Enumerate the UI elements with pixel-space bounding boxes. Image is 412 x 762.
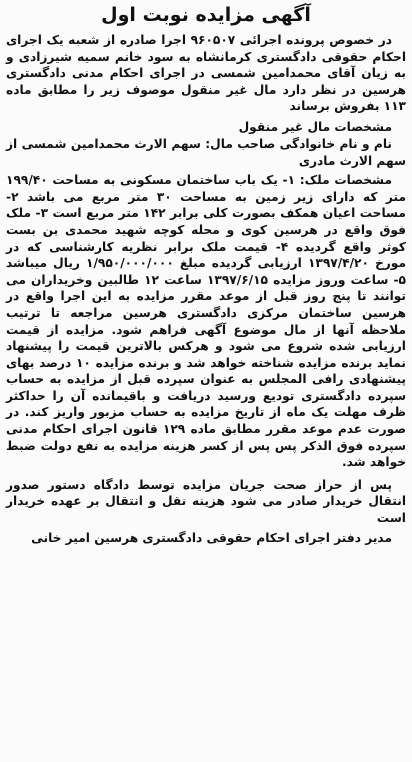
property-heading: مشخصات مال غیر منقول [238,119,392,134]
notice-intro: در خصوص پرونده اجرائی ۹۶۰۵۰۷ اجرا صادره از شعبه یک اجرای احکام حقوقی دادگستری کرمانشاه به سود خانم سمیه شیرزادی و به زیان آقای محمدامین شمسی در اجرای احکام مدنی دادگستری هرسین در نظر دارد مال غیر منقول موصوف زیر را مطابق ماده ۱۱۳ بفروش برساند [6,33,406,114]
owner-line: نام و نام خانوادگی صاحب مال: سهم الارث محمدامین شمسی از سهم الارث مادری [6,136,406,168]
signature-line: مدیر دفتر اجرای احکام حقوقی دادگستری هرسین امیر خانی [31,530,392,545]
closing-paragraph: پس از حراز صحت جریان مزایده توسط دادگاه دستور صدور انتقال خریدار صادر می شود هزینه نقل و انتقال بر عهده خریدار است [6,477,406,526]
property-details: مشخصات ملک: ۱- یک باب ساختمان مسکونی به مساحت ۱۹۹/۴۰ متر که دارای زیر زمین به مساحت ۳۰ متر مربع می باشد ۲- مساحت اعیان همکف بصورت کلی برابر ۱۴۲ متر مربع است ۳- ملک فوق واقع در هرسین کوی و محله کوچه شهید محمدی بن بست کوثر واقع گردیده ۴- قیمت ملک برابر نظریه کارشناسی که در مورخ ۱۳۹۷/۴/۲۰ ارزیابی گردیده مبلغ ۱/۹۵۰/۰۰۰/۰۰۰ ریال میباشد ۵- ساعت وروز مزایده ۱۳۹۷/۶/۱۵ ساعت ۱۲ طالبین وخریداران می توانند تا پنج روز قبل از موعد مقرر مزایده به این اجرا واقع در هرسین ساختمان مرکزی دادگستری هرسین مراجعه تا ترتیب ملاحظه آنها از مال موضوع آگهی فراهم شود. مزایده از قیمت ارزیابی شده شروع می شود و هرکس بالاترین قیمت را پیشنهاد نماید برنده مزایده شناخته خواهد شد و برنده مزایده ۱۰ درصد بهای پیشنهادی رافی المجلس به عنوان سپرده قبل از مزایده به حساب سپرده دادگستری تودیع ورسید دریافت و باقیمانده آن را حداکثر ظرف مهلت یک ماه از تاریخ مزایده به حساب مزبور واریز کند. در صورت عدم موعد مقرر مطابق ماده ۱۲۹ قانون اجرای احکام مدنی سپرده فوق الذکر پس پس از کسر هزینه مزایده به نفع دولت ضبط خواهد شد. [6,173,407,470]
notice-title: آگهی مزایده نوبت اول [101,4,311,26]
